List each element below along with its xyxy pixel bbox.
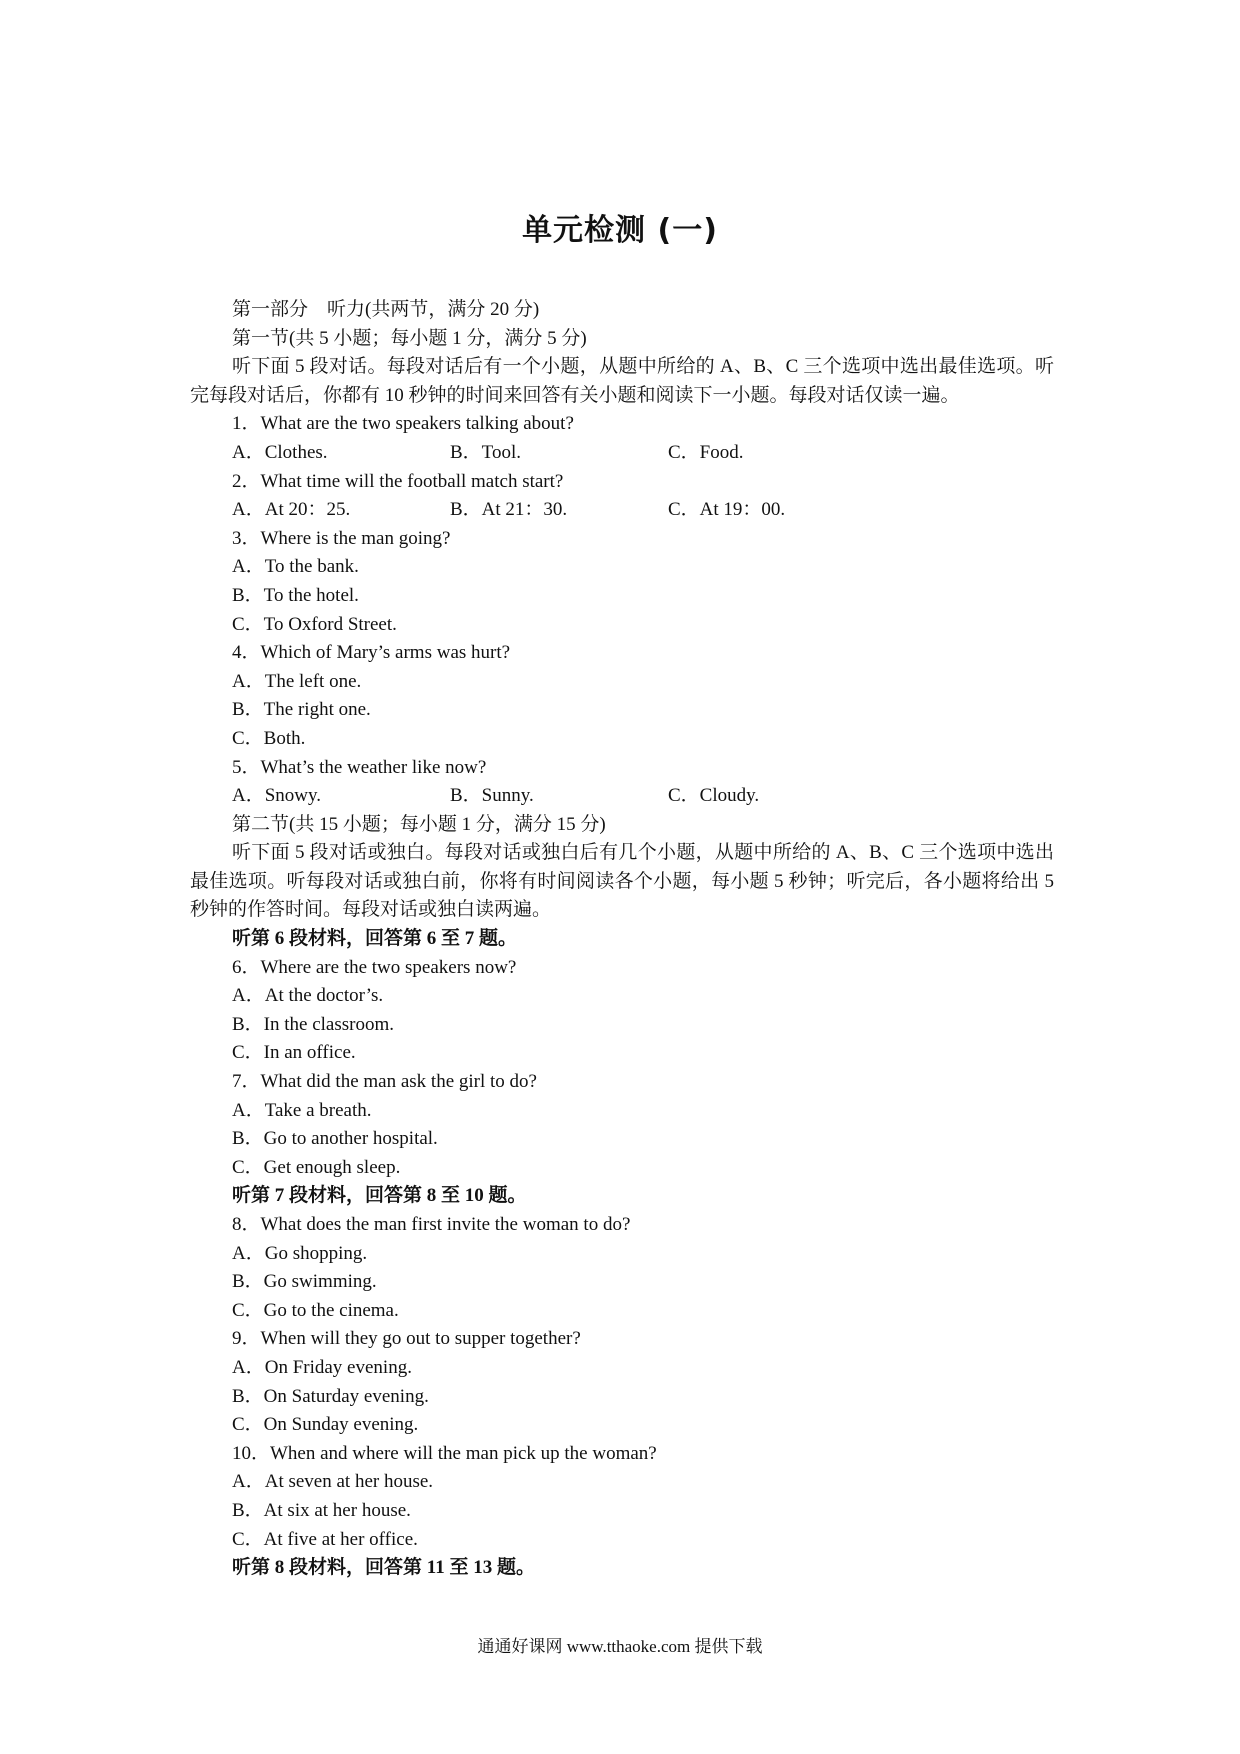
option-c: C．Food. [668,441,744,463]
option-a: A．To the bank. [232,556,359,578]
option-c: C．On Sunday evening. [232,1414,419,1436]
option-c: C．At 19：00. [668,499,786,521]
option-c: C．To Oxford Street. [232,613,397,635]
section2-instructions: 听下面 5 段对话或独白。每段对话或独白后有几个小题，从题中所给的 A、B、C 三个选项中选出最佳选项。听每段对话或独白前，你将有时间阅读各个小题，每小题 5 秒钟；听完后，各小题将给出 5 秒钟的作答时间。每段对话或独白读两遍。 [190,842,1054,921]
option-a: A．At 20：25. [232,499,351,521]
exam-content [190,296,1054,1583]
material-8-heading: 听第 8 段材料，回答第 11 至 13 题。 [232,1557,535,1579]
option-c: C．In an office. [232,1042,356,1064]
material-7-heading: 听第 7 段材料，回答第 8 至 10 题。 [232,1185,527,1207]
question-1-options [190,439,1054,468]
question-5-options [190,782,1054,811]
page-footer: 通通好课网 www.tthaoke.com 提供下载 [477,1637,763,1656]
option-a: A．Clothes. [232,441,328,463]
material-6-heading: 听第 6 段材料，回答第 6 至 7 题。 [232,928,518,950]
option-b: B．At six at her house. [232,1499,411,1521]
question-3: 3．Where is the man going? [232,527,451,549]
section1-instructions: 听下面 5 段对话。每段对话后有一个小题，从题中所给的 A、B、C 三个选项中选出最佳选项。听完每段对话后，你都有 10 秒钟的时间来回答有关小题和阅读下一小题。每段对话仅读一遍。 [190,356,1054,406]
option-b: B．To the hotel. [232,584,359,606]
question-4: 4．Which of Mary’s arms was hurt? [232,642,511,664]
question-10: 10．When and where will the man pick up the woman? [232,1442,657,1464]
option-a: A．Snowy. [232,785,322,807]
section2-heading: 第二节(共 15 小题；每小题 1 分，满分 15 分) [232,813,606,835]
part1-heading: 第一部分 听力(共两节，满分 20 分) [232,299,540,320]
option-a: A．On Friday evening. [232,1356,412,1378]
question-2: 2．What time will the football match start? [232,470,564,492]
question-2-options [190,496,1054,525]
option-a: A．At seven at her house. [232,1471,434,1493]
option-b: B．In the classroom. [232,1013,395,1035]
option-c: C．Both. [232,727,306,749]
question-1: 1．What are the two speakers talking about? [232,413,574,435]
question-6: 6．Where are the two speakers now? [232,956,517,978]
option-b: B．Go swimming. [232,1271,377,1293]
option-b: B．At 21：30. [450,499,568,521]
option-b: B．Go to another hospital. [232,1128,438,1150]
option-b: B．Tool. [450,441,521,463]
question-8: 8．What does the man first invite the woman to do? [232,1214,631,1235]
option-b: B．On Saturday evening. [232,1385,429,1407]
section1-heading: 第一节(共 5 小题；每小题 1 分，满分 5 分) [232,327,587,349]
option-c: C．At five at her office. [232,1528,418,1550]
question-9: 9．When will they go out to supper together? [232,1328,581,1350]
question-7: 7．What did the man ask the girl to do? [232,1071,537,1093]
option-c: C．Cloudy. [668,785,760,807]
question-5: 5．What’s the weather like now? [232,756,487,778]
option-a: A．The left one. [232,670,362,692]
option-b: B．Sunny. [450,785,534,807]
option-a: A．At the doctor’s. [232,985,384,1007]
option-a: A．Take a breath. [232,1099,372,1121]
option-c: C．Get enough sleep. [232,1156,401,1178]
page-title: 单元检测 (一) [522,213,718,248]
option-b: B．The right one. [232,699,371,721]
option-c: C．Go to the cinema. [232,1299,399,1321]
option-a: A．Go shopping. [232,1242,368,1264]
